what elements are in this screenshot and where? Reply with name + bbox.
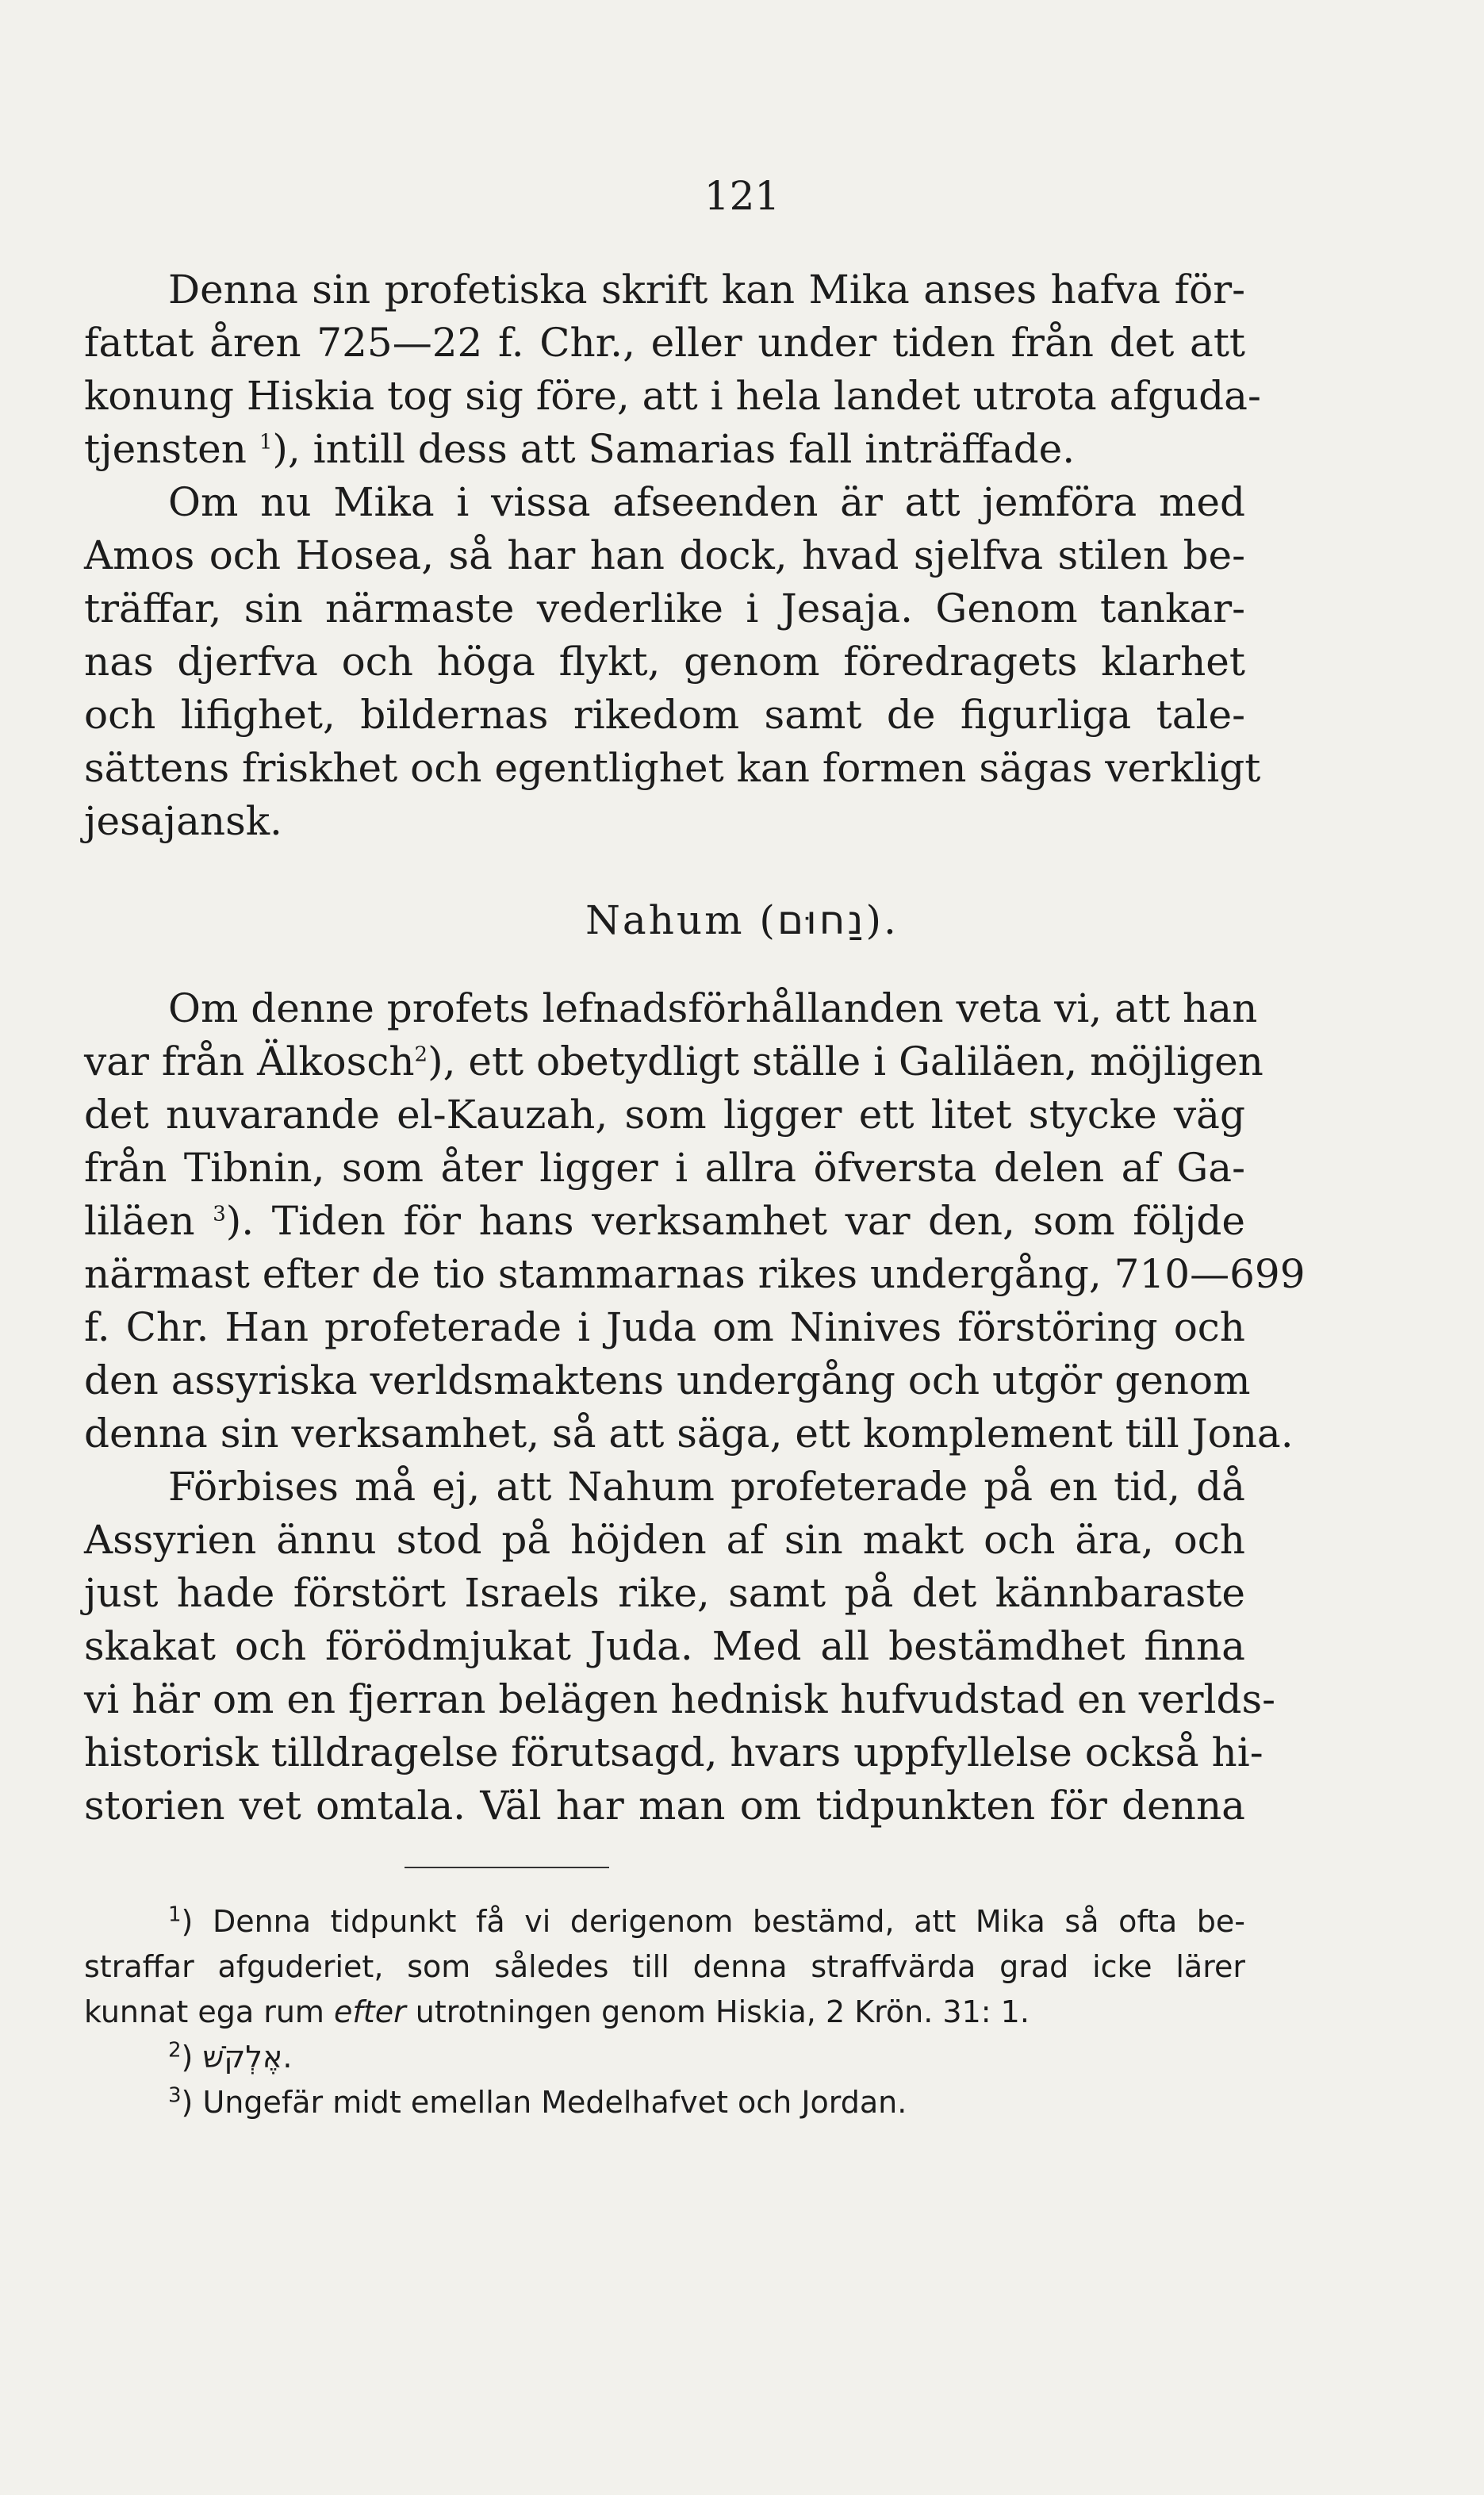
- text-line: och lifighet, bildernas rikedom samt de figurliga tale-: [84, 692, 1245, 738]
- footnote-divider: [405, 1867, 609, 1868]
- text-line: [84, 1197, 1245, 1245]
- text-fragment: ), intill dess att Samarias fall inträffade.: [272, 426, 1076, 472]
- text-line: [84, 1038, 1264, 1085]
- text-line: den assyriska verldsmaktens undergång och utgör genom: [84, 1357, 1251, 1403]
- footnote-text: ) Denna tidpunkt få vi derigenom bestämd, att Mika så ofta be-: [181, 1904, 1245, 1939]
- footnote-1: [84, 1901, 1245, 1942]
- page-number: 121: [704, 173, 780, 219]
- text-line: sättens friskhet och egentlighet kan formen sägas verkligt: [84, 745, 1261, 791]
- footnote-reference: 2: [414, 1042, 428, 1067]
- text-fragment: ), ett obetydligt ställe i Galiläen, möjligen: [428, 1038, 1264, 1084]
- text-line: Förbises må ej, att Nahum profeterade på en tid, då: [168, 1464, 1245, 1510]
- footnote-1-line: straffar afguderiet, som således till denna straffvärda grad icke lärer: [84, 1949, 1245, 1984]
- text-line: nas djerfva och höga flykt, genom föredragets klarhet: [84, 639, 1245, 685]
- footnote-3: [84, 2082, 1245, 2123]
- text-line: just hade förstört Israels rike, samt på det kännbaraste: [84, 1570, 1245, 1616]
- footnote-reference: 1: [259, 430, 273, 455]
- text-line: denna sin verksamhet, så att säga, ett komplement till Jona.: [84, 1411, 1294, 1457]
- text-line: närmast efter de tio stammarnas rikes undergång, 710—699: [84, 1251, 1306, 1297]
- text-line: historisk tilldragelse förutsagd, hvars uppfyllelse också hi-: [84, 1729, 1264, 1775]
- text-line: från Tibnin, som åter ligger i allra öfversta delen af Ga-: [84, 1145, 1245, 1191]
- text-fragment: liläen: [84, 1198, 195, 1244]
- text-line: fattat åren 725—22 f. Chr., eller under tiden från det att: [84, 320, 1245, 366]
- text-line: vi här om en fjerran belägen hednisk hufvudstad en verlds-: [84, 1676, 1276, 1722]
- footnote-text: ) Ungefär midt emellan Medelhafvet och Jordan.: [181, 2085, 907, 2120]
- text-line: Denna sin profetiska skrift kan Mika anses hafva för-: [168, 267, 1245, 313]
- footnote-mark: 2: [168, 2038, 182, 2063]
- text-fragment: var från Älkosch: [84, 1038, 415, 1084]
- footnote-mark: 1: [168, 1902, 182, 1927]
- text-line: konung Hiskia tog sig före, att i hela landet utrota afguda-: [84, 373, 1261, 419]
- text-line: det nuvarande el-Kauzah, som ligger ett litet stycke väg: [84, 1092, 1245, 1138]
- text-line: Amos och Hosea, så har han dock, hvad sjelfva stilen be-: [84, 532, 1245, 578]
- text-line: jesajansk.: [84, 798, 282, 844]
- footnote-text: ): [181, 2040, 203, 2075]
- heading-text: Nahum (: [585, 897, 777, 943]
- footnote-hebrew: אֶלְקֹשׁ: [202, 2040, 283, 2075]
- footnote-text: .: [282, 2040, 293, 2075]
- footnote-mark: 3: [168, 2083, 182, 2108]
- text-line: [84, 425, 1245, 473]
- footnote-2: [84, 2036, 1245, 2078]
- text-fragment: tjensten: [84, 426, 247, 472]
- section-heading: [0, 896, 1484, 944]
- footnote-text: utrotningen genom Hiskia, 2 Krön. 31: 1.: [405, 1994, 1030, 2029]
- heading-close: ).: [865, 897, 899, 943]
- text-line: f. Chr. Han profeterade i Juda om Ninives förstöring och: [84, 1304, 1245, 1350]
- footnote-1-line: [84, 1991, 1245, 2032]
- heading-hebrew: נַחוּם: [777, 897, 866, 943]
- text-fragment: ). Tiden för hans verksamhet var den, som följde: [225, 1198, 1245, 1244]
- footnote-emphasis: efter: [334, 1994, 406, 2029]
- text-line: Om nu Mika i vissa afseenden är att jemföra med: [168, 479, 1245, 525]
- text-line: träffar, sin närmaste vederlike i Jesaja. Genom tankar-: [84, 585, 1245, 631]
- text-line: storien vet omtala. Väl har man om tidpunkten för denna: [84, 1783, 1245, 1829]
- footnote-reference: 3: [213, 1202, 226, 1226]
- text-line: Om denne profets lefnadsförhållanden veta vi, att han: [168, 985, 1258, 1031]
- text-line: skakat och förödmjukat Juda. Med all bestämdhet finna: [84, 1623, 1245, 1669]
- footnote-text: kunnat ega rum: [84, 1994, 335, 2029]
- text-line: Assyrien ännu stod på höjden af sin makt och ära, och: [84, 1517, 1245, 1563]
